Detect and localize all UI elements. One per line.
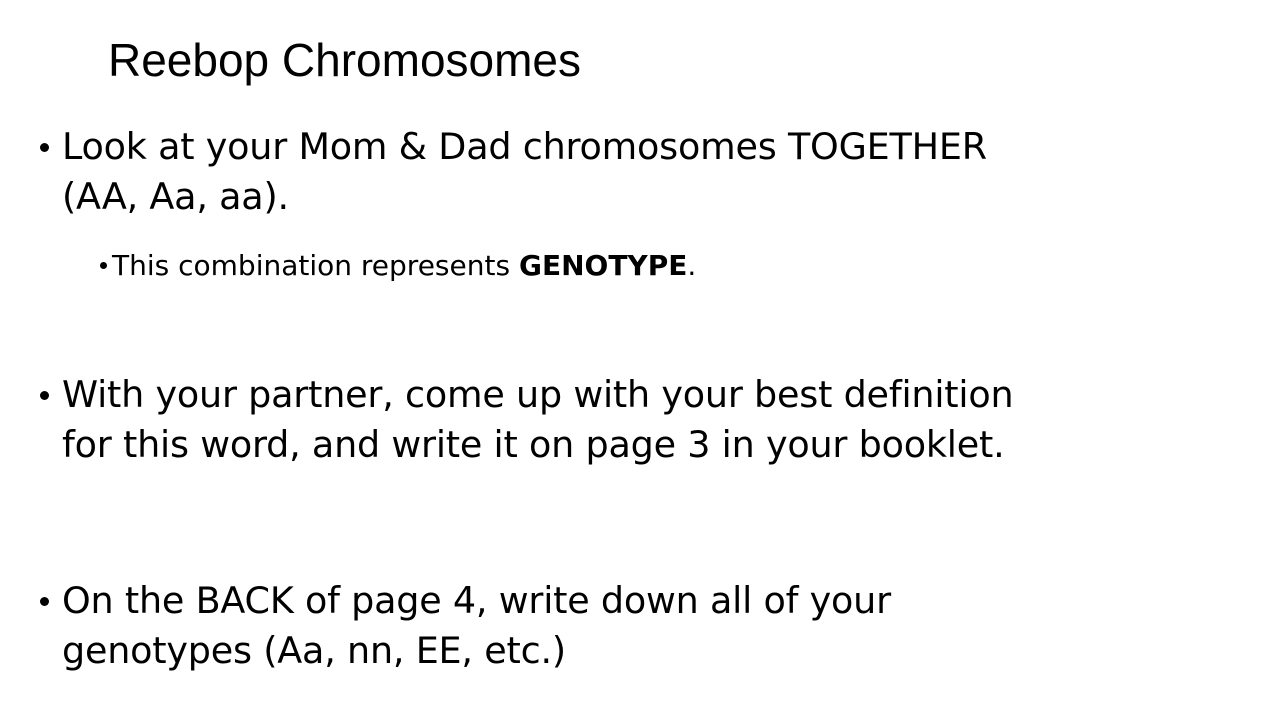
bullet-icon xyxy=(100,262,107,269)
bullet-item xyxy=(62,122,1262,222)
sub-bullet-text-after: . xyxy=(687,249,697,282)
bullet-text-line: for this word, and write it on page 3 in your booklet. xyxy=(62,423,1005,466)
sub-bullet-text-before: This combination represents xyxy=(112,249,519,282)
bullet-text-line: Look at your Mom & Dad chromosomes TOGETHER xyxy=(62,125,987,168)
bullet-item xyxy=(62,370,1262,470)
bullet-icon xyxy=(40,143,49,152)
bullet-text-line: On the BACK of page 4, write down all of your xyxy=(62,579,891,622)
sub-bullet-text xyxy=(112,246,1212,286)
bullet-text-line: With your partner, come up with your best definition xyxy=(62,373,1014,416)
sub-bullet-item xyxy=(112,246,1212,286)
bullet-icon xyxy=(40,597,49,606)
slide-title: Reebop Chromosomes xyxy=(108,34,582,86)
bullet-item xyxy=(62,576,1262,676)
bullet-text-line: genotypes (Aa, nn, EE, etc.) xyxy=(62,629,566,672)
genotype-term: GENOTYPE xyxy=(518,249,688,282)
bullet-text-line: (AA, Aa, aa). xyxy=(62,175,289,218)
bullet-icon xyxy=(40,391,49,400)
